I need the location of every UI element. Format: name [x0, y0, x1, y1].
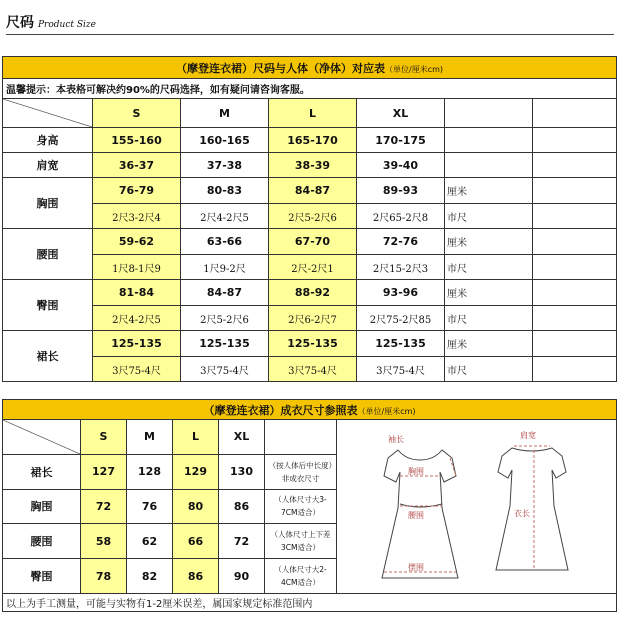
- unit-cm-label: 厘米: [445, 178, 533, 204]
- waist-row-chi: [3, 255, 617, 280]
- value-cell: 37-38: [181, 153, 269, 178]
- body-table-unit: （单位/厘米cm): [385, 64, 444, 74]
- row-label: 胸围: [3, 178, 93, 229]
- row-label: 臀围: [3, 559, 81, 594]
- garment-size-table: [2, 399, 617, 612]
- size-s-header: S: [93, 99, 181, 128]
- footnote: 以上为手工测量，可能与实物有1-2厘米误差，属国家规定标准范围内: [3, 594, 617, 612]
- empty-cell: [533, 306, 617, 331]
- value-cell: 155-160: [93, 128, 181, 153]
- value-cell: 82: [127, 559, 173, 594]
- row-label: 裙长: [3, 331, 93, 382]
- height-row: [3, 128, 617, 153]
- value-cell: 1尺8-1尺9: [93, 255, 181, 280]
- value-cell: 129: [173, 454, 219, 489]
- row-note: （人体尺寸上下差3CM适合）: [265, 524, 337, 559]
- size-xl-header: XL: [357, 99, 445, 128]
- unit-chi-label: 市尺: [445, 255, 533, 280]
- measurement-diagram: [337, 420, 617, 594]
- size-title-cn: 尺码: [6, 15, 34, 31]
- value-cell: 86: [219, 489, 265, 524]
- value-cell: 125-135: [93, 331, 181, 357]
- value-cell: 2尺75-2尺85: [357, 306, 445, 331]
- garment-table-banner: [3, 400, 617, 420]
- label-hem: 摆围: [407, 563, 424, 572]
- label-waist: 腰围: [407, 511, 424, 520]
- row-label: 腰围: [3, 229, 93, 280]
- value-cell: 3尺75-4尺: [269, 357, 357, 382]
- value-cell: 72-76: [357, 229, 445, 255]
- skirt-row-cm: [3, 331, 617, 357]
- value-cell: 1尺9-2尺: [181, 255, 269, 280]
- value-cell: 2尺-2尺1: [269, 255, 357, 280]
- value-cell: 165-170: [269, 128, 357, 153]
- value-cell: 80: [173, 489, 219, 524]
- back-dress-icon: [496, 448, 568, 570]
- value-cell: 39-40: [357, 153, 445, 178]
- value-cell: 67-70: [269, 229, 357, 255]
- empty-cell: [445, 153, 533, 178]
- back-measure-lines: [514, 446, 550, 570]
- label-shoulder: 肩宽: [519, 431, 536, 440]
- row-label: 肩宽: [3, 153, 93, 178]
- value-cell: 128: [127, 454, 173, 489]
- unit-chi-label: 市尺: [445, 357, 533, 382]
- value-cell: 2尺5-2尺6: [269, 204, 357, 229]
- row-label: 腰围: [3, 524, 81, 559]
- value-cell: 130: [219, 454, 265, 489]
- empty-cell: [533, 331, 617, 357]
- value-cell: 2尺65-2尺8: [357, 204, 445, 229]
- row-note: （人体尺寸大3-7CM适合）: [265, 489, 337, 524]
- unit-cm-label: 厘米: [445, 229, 533, 255]
- label-length: 衣长: [513, 509, 530, 518]
- hip-row-cm: [3, 280, 617, 306]
- size-s-header: S: [81, 420, 127, 455]
- row-note: （人体尺寸大2-4CM适合）: [265, 559, 337, 594]
- size-m-header: M: [181, 99, 269, 128]
- row-note: （按人体后中长度）非成衣尺寸: [265, 454, 337, 489]
- empty-cell: [533, 153, 617, 178]
- empty-cell: [533, 99, 617, 128]
- value-cell: 38-39: [269, 153, 357, 178]
- corner-cell: [3, 420, 81, 455]
- page-header: [6, 12, 614, 34]
- value-cell: 2尺5-2尺6: [181, 306, 269, 331]
- empty-cell: [533, 357, 617, 382]
- value-cell: 2尺3-2尺4: [93, 204, 181, 229]
- empty-cell: [533, 280, 617, 306]
- chest-row-cm: [3, 178, 617, 204]
- value-cell: 72: [81, 489, 127, 524]
- value-cell: 86: [173, 559, 219, 594]
- value-cell: 125-135: [181, 331, 269, 357]
- dress-measure-diagram: [338, 420, 616, 590]
- value-cell: 2尺6-2尺7: [269, 306, 357, 331]
- empty-cell: [533, 204, 617, 229]
- unit-cm-label: 厘米: [445, 331, 533, 357]
- value-cell: 2尺4-2尺5: [181, 204, 269, 229]
- value-cell: 36-37: [93, 153, 181, 178]
- empty-cell: [445, 99, 533, 128]
- tip-text: 温馨提示：本表格可解决约90%的尺码选择，如有疑问请咨询客服。: [3, 79, 617, 99]
- empty-cell: [533, 128, 617, 153]
- empty-cell: [265, 420, 337, 455]
- skirt-row-chi: [3, 357, 617, 382]
- row-label: 胸围: [3, 489, 81, 524]
- value-cell: 170-175: [357, 128, 445, 153]
- label-sleeve: 袖长: [387, 435, 404, 444]
- unit-chi-label: 市尺: [445, 306, 533, 331]
- row-label: 臀围: [3, 280, 93, 331]
- value-cell: 88-92: [269, 280, 357, 306]
- size-title-en: Product Size: [38, 20, 96, 30]
- garment-table-title: （摩登连衣裙）成衣尺寸参照表: [203, 403, 358, 417]
- value-cell: 125-135: [357, 331, 445, 357]
- waist-row-cm: [3, 229, 617, 255]
- unit-chi-label: 市尺: [445, 204, 533, 229]
- body-size-table: [2, 56, 617, 382]
- row-label: 裙长: [3, 454, 81, 489]
- body-table-banner: [3, 57, 617, 79]
- size-l-header: L: [269, 99, 357, 128]
- value-cell: 62: [127, 524, 173, 559]
- empty-cell: [445, 128, 533, 153]
- garment-table-unit: （单位/厘米cm): [357, 406, 416, 416]
- size-xl-header: XL: [219, 420, 265, 455]
- value-cell: 127: [81, 454, 127, 489]
- size-l-header: L: [173, 420, 219, 455]
- value-cell: 78: [81, 559, 127, 594]
- shoulder-row: [3, 153, 617, 178]
- value-cell: 3尺75-4尺: [93, 357, 181, 382]
- row-label: 身高: [3, 128, 93, 153]
- empty-cell: [533, 255, 617, 280]
- value-cell: 76: [127, 489, 173, 524]
- corner-cell: [3, 99, 93, 128]
- value-cell: 81-84: [93, 280, 181, 306]
- value-cell: 3尺75-4尺: [181, 357, 269, 382]
- value-cell: 63-66: [181, 229, 269, 255]
- value-cell: 76-79: [93, 178, 181, 204]
- value-cell: 66: [173, 524, 219, 559]
- value-cell: 2尺15-2尺3: [357, 255, 445, 280]
- body-table-title: （摩登连衣裙）尺码与人体（净体）对应表: [176, 61, 386, 75]
- chest-row-chi: [3, 204, 617, 229]
- value-cell: 89-93: [357, 178, 445, 204]
- hip-row-chi: [3, 306, 617, 331]
- value-cell: 2尺4-2尺5: [93, 306, 181, 331]
- size-m-header: M: [127, 420, 173, 455]
- value-cell: 3尺75-4尺: [357, 357, 445, 382]
- value-cell: 160-165: [181, 128, 269, 153]
- value-cell: 125-135: [269, 331, 357, 357]
- value-cell: 90: [219, 559, 265, 594]
- value-cell: 80-83: [181, 178, 269, 204]
- empty-cell: [533, 229, 617, 255]
- value-cell: 59-62: [93, 229, 181, 255]
- unit-cm-label: 厘米: [445, 280, 533, 306]
- value-cell: 93-96: [357, 280, 445, 306]
- header-divider: [6, 34, 614, 35]
- value-cell: 72: [219, 524, 265, 559]
- value-cell: 58: [81, 524, 127, 559]
- value-cell: 84-87: [181, 280, 269, 306]
- value-cell: 84-87: [269, 178, 357, 204]
- empty-cell: [533, 178, 617, 204]
- label-chest: 胸围: [407, 467, 424, 476]
